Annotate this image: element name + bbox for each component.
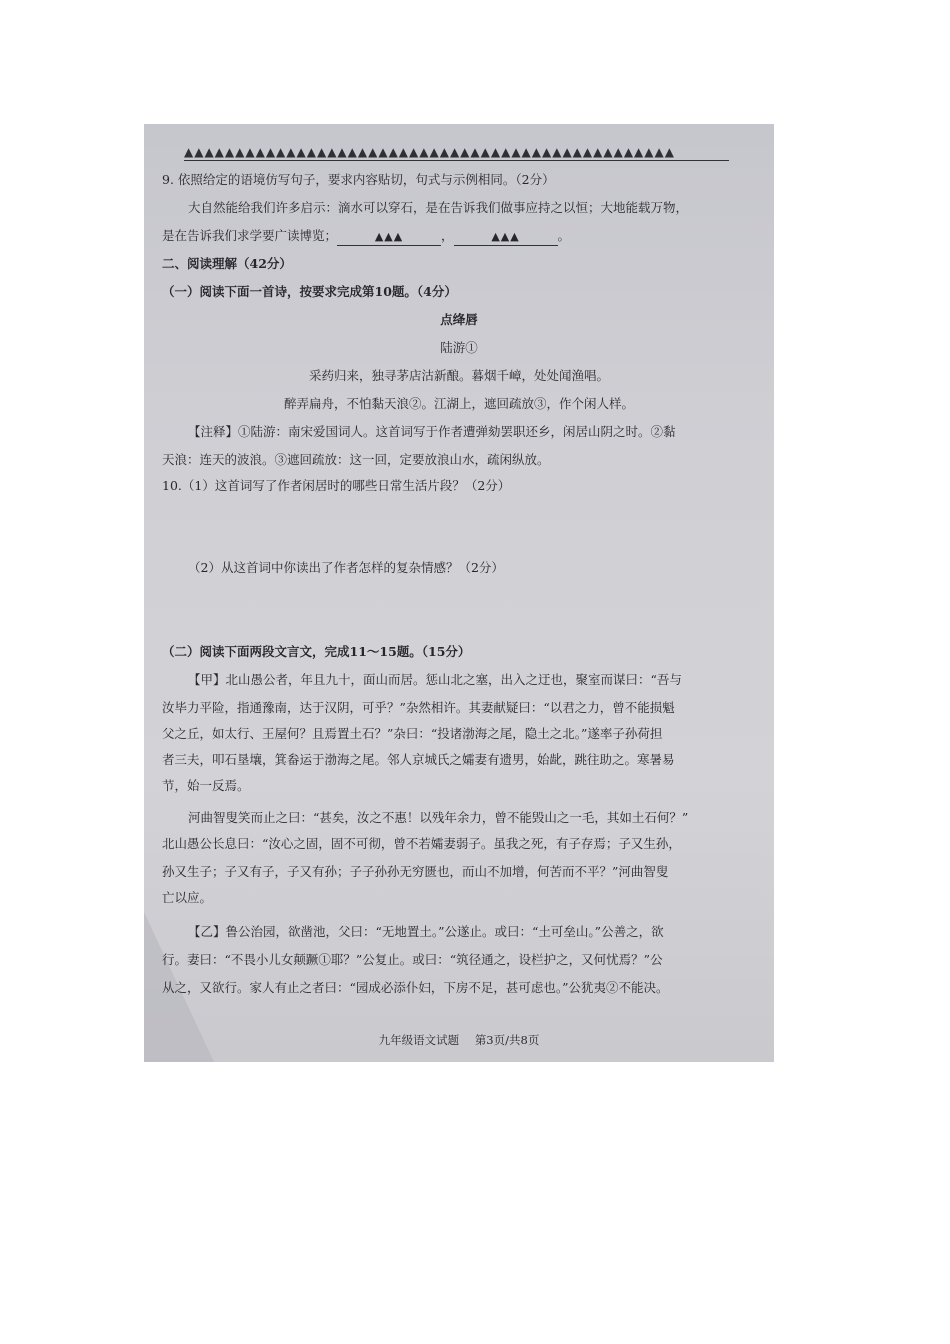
- passage-yi-line: 从之，又欲行。家人有止之者曰：“园成必添仆妇，下房不足，甚可虑也。”公犹夷②不能决。: [162, 980, 669, 995]
- passage-yi-line: 【乙】鲁公治园，欲凿池，父曰：“无地置土。”公遂止。或曰：“土可垒山。”公善之，欲: [188, 924, 664, 939]
- passage-jia-line: 父之丘，如太行、王屋何？且焉置土石？”杂曰：“投诸渤海之尾，隐土之北。”遂率子孙荷担: [162, 726, 663, 741]
- part-2-heading: （二）阅读下面两段文言文，完成11～15题。（15分）: [162, 644, 471, 659]
- poem-line-1: 采药归来，独寻茅店沽新酿。暮烟千嶂，处处闻渔唱。: [308, 368, 609, 383]
- blank-end: 。: [557, 228, 571, 243]
- passage-jia-line: 河曲智叟笑而止之曰：“甚矣，汝之不惠！以残年余力，曾不能毁山之一毛，其如土石何？”: [188, 810, 689, 825]
- poem-notes-line-2: 天浪：连天的波浪。③遮回疏放：这一回，定要放浪山水，疏闲纵放。: [162, 452, 550, 467]
- triangle-divider: ▲▲▲▲▲▲▲▲▲▲▲▲▲▲▲▲▲▲▲▲▲▲▲▲▲▲▲▲▲▲▲▲▲▲▲▲▲▲▲▲▲▲▲▲▲▲▲▲: [184, 146, 729, 161]
- question-10-1: 10.（1）这首词写了作者闲居时的哪些日常生活片段？（2分）: [162, 478, 511, 493]
- question-9-example-line1: 大自然能给我们许多启示：滴水可以穿石，是在告诉我们做事应持之以恒；大地能载万物，: [188, 200, 689, 215]
- page-footer: [144, 1032, 774, 1048]
- poem-notes-line-1: 【注释】①陆游：南宋爱国词人。这首词写于作者遭弹劾罢职还乡，闲居山阴之时。②黏: [188, 424, 676, 439]
- blank-separator: ，: [441, 228, 454, 243]
- passage-jia-line: 【甲】北山愚公者，年且九十，面山而居。惩山北之塞，出入之迂也，聚室而谋曰：“吾与: [188, 672, 682, 687]
- answer-blank-1[interactable]: ▲▲▲: [337, 229, 441, 246]
- footer-subject: 九年级语文试题: [378, 1033, 460, 1047]
- poem-author: 陆游①: [440, 340, 478, 355]
- passage-yi-line: 行。妻曰：“不畏小儿女颠蹶①耶？”公复止。或曰：“筑径通之，设栏护之，又何忧焉？”公: [162, 952, 663, 967]
- passage-jia-line: 北山愚公长息曰：“汝心之固，固不可彻，曾不若孀妻弱子。虽我之死，有子存焉；子又生孙，: [162, 836, 681, 851]
- question-9-stem: 是在告诉我们求学要广读博览；: [162, 228, 338, 243]
- footer-page-number: 第3页/共8页: [474, 1033, 540, 1047]
- passage-jia-line: 汝毕力平险，指通豫南，达于汉阴，可乎？”杂然相许。其妻献疑曰：“以君之力，曾不能损魁: [162, 700, 675, 715]
- scanned-page: [144, 124, 774, 1062]
- passage-jia-line: 亡以应。: [162, 890, 213, 905]
- question-9-prompt: 9. 依照给定的语境仿写句子，要求内容贴切，句式与示例相同。（2分）: [162, 172, 555, 187]
- section-2-title: 二、阅读理解（42分）: [162, 256, 292, 271]
- passage-jia-line: 孙又生子；子又有子，子又有孙；子子孙孙无穷匮也，而山不加增，何苦而不平？”河曲智叟: [162, 864, 669, 879]
- answer-blank-2[interactable]: ▲▲▲: [454, 229, 558, 246]
- question-9-example-line2: [162, 228, 760, 246]
- passage-jia-line: 者三夫，叩石垦壤，箕畚运于渤海之尾。邻人京城氏之孀妻有遗男，始龀，跳往助之。寒暑易: [162, 752, 675, 767]
- question-10-2: （2）从这首词中你读出了作者怎样的复杂情感？（2分）: [188, 560, 504, 575]
- passage-jia-line: 节，始一反焉。: [162, 778, 250, 793]
- poem-line-2: 醉弄扁舟，不怕黏天浪②。江湖上，遮回疏放③，作个闲人样。: [283, 396, 634, 411]
- poem-title: 点绛唇: [440, 312, 478, 327]
- part-1-heading: （一）阅读下面一首诗，按要求完成第10题。（4分）: [162, 284, 457, 299]
